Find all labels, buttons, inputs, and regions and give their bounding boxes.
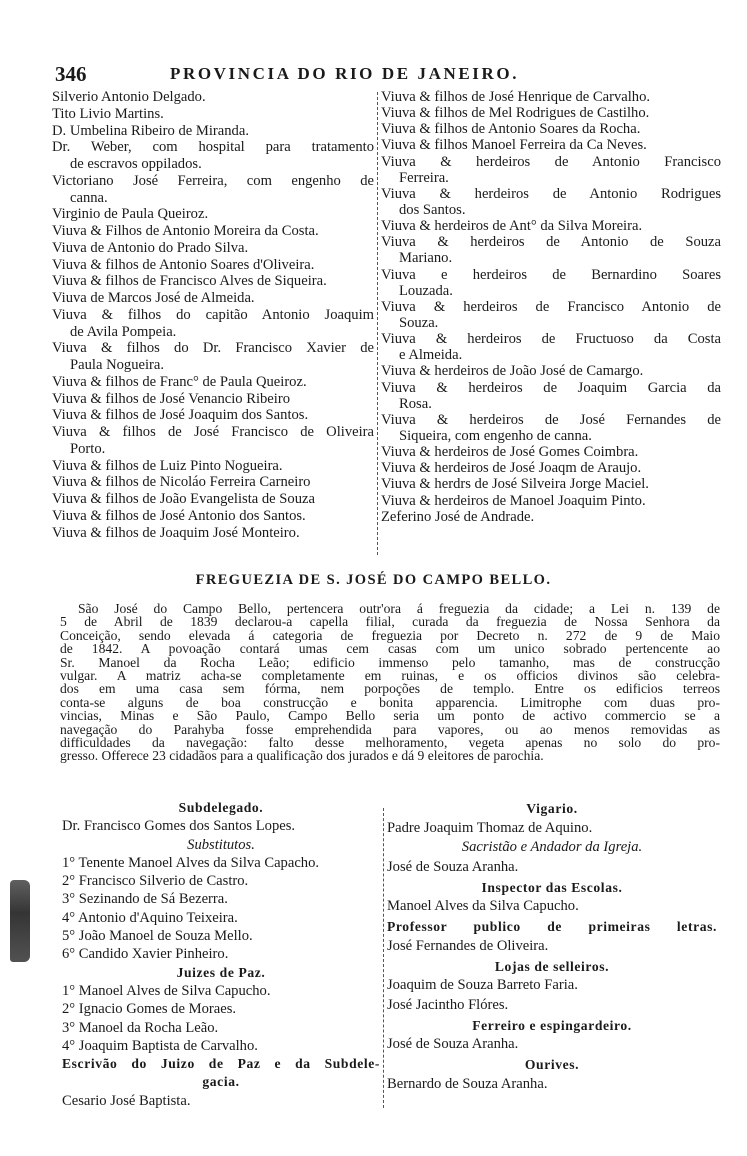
list-entry-line: Viuva & filhos de Mel Rodrigues de Castilho. — [381, 105, 650, 122]
office-heading: Vigario. — [526, 801, 578, 816]
list-entry-line: D. Umbelina Ribeiro de Miranda. — [52, 122, 249, 139]
paragraph-line: conta-se alguns de boa construcção e bonita apparencia. Limitrophe com duas pro- — [60, 694, 720, 710]
list-entry-line: Viuva de Marcos José de Almeida. — [52, 290, 255, 306]
list-entry-line: Souza. — [399, 314, 439, 331]
paragraph-line: dos em uma casa sem fórma, nem porpoções de templo. Entre os edificios terreos — [60, 681, 720, 697]
list-entry-line: Viuva & filhos de João Evangelista de Souza — [52, 491, 315, 507]
officials-list-left — [62, 799, 380, 1110]
official-name: Joaquim de Souza Barreto Faria. — [387, 977, 578, 994]
paragraph-line: de 1842. A povoação contará umas cem casas com um unico sobrado pertencente ao — [60, 641, 720, 657]
list-entry-line: Viuva de Antonio do Prado Silva. — [52, 239, 249, 256]
list-entry-line: Viuva & filhos de Antonio Soares d'Oliveira. — [52, 256, 315, 273]
list-entry-line: Viuva & herdeiros de João José de Camargo. — [381, 363, 644, 380]
official-name: 1° Tenente Manoel Alves da Silva Capacho. — [62, 854, 320, 871]
list-entry-line: Viuva & herdeiros de José Joaqm de Araujo. — [381, 460, 642, 477]
list-entry-line: Viuva & herdeiros de Joaquim Garcia da — [381, 379, 721, 396]
list-entry-line: Viuva & herdeiros de Antonio Francisco — [381, 153, 721, 170]
list-entry-line: Viuva & filhos do Dr. Francisco Xavier de — [52, 340, 374, 357]
paragraph-line: São José do Campo Bello, pertencera outr'ora á freguezia da cidade; a Lei n. 139 de — [78, 601, 720, 616]
official-name: Cesario José Baptista. — [62, 1092, 191, 1109]
paragraph-line: difficuldades da navegação: falto desse melhoramento, vegeta apenas no solo do pro- — [60, 734, 720, 750]
list-entry-line: Silverio Antonio Delgado. — [52, 89, 206, 105]
official-name: 2° Ignacio Gomes de Moraes. — [62, 1001, 237, 1018]
list-entry-line: Viuva & filhos de Joaquim José Monteiro. — [52, 524, 300, 541]
list-entry-line: Viuva & filhos de Nicoláo Ferreira Carneiro — [52, 474, 311, 491]
official-name: 6° Candido Xavier Pinheiro. — [62, 946, 229, 963]
list-entry-line: de Avila Pompeia. — [70, 323, 177, 340]
list-entry-line: Viuva & herdeiros de José Fernandes de — [381, 411, 721, 428]
page-number: 346 — [55, 62, 87, 86]
paragraph-line: vincias, Minas e São Paulo, Campo Bello seria um ponto de activo commercio se a — [60, 708, 720, 724]
official-name: 3° Sezinando de Sá Bezerra. — [62, 891, 228, 908]
office-heading: Subdelegado. — [178, 800, 264, 815]
office-heading: gacia. — [202, 1074, 240, 1090]
column-divider-lower — [383, 808, 384, 1108]
official-name: José de Souza Aranha. — [387, 1036, 519, 1053]
list-entry-line: Viuva & filhos de José Joaquim dos Santos. — [52, 407, 309, 424]
list-entry-line: Louzada. — [399, 282, 453, 299]
list-entry-line: Viuva & Filhos de Antonio Moreira da Costa. — [52, 223, 319, 239]
list-entry-line: Viuva & herdeiros de Manoel Joaquim Pinto. — [381, 492, 646, 509]
office-heading: Inspector das Escolas. — [481, 879, 623, 895]
official-name: 4° Joaquim Baptista de Carvalho. — [62, 1037, 258, 1054]
list-entry-line: Porto. — [70, 440, 106, 457]
official-name: 5° João Manoel de Souza Mello. — [62, 928, 253, 945]
list-entry-line: Virginio de Paula Queiroz. — [52, 206, 209, 223]
list-entry-line: Viuva & filhos de Franc° de Paula Queiroz. — [52, 373, 307, 390]
list-entry-line: de escravos oppilados. — [70, 156, 202, 172]
list-entry-line: Viuva & filhos de Antonio Soares da Rocha. — [381, 121, 641, 138]
office-heading: Professor publico de primeiras letras. — [387, 919, 717, 935]
list-entry-line: Viuva & filhos de Francisco Alves de Siqueira. — [52, 273, 327, 290]
official-name: Padre Joaquim Thomaz de Aquino. — [387, 819, 593, 836]
office-heading: Escrivão do Juizo de Paz e da Subdele- — [62, 1056, 380, 1072]
official-name: Bernardo de Souza Aranha. — [387, 1075, 548, 1092]
list-entry-line: Viuva & filhos Manoel Ferreira da Ca Neves. — [381, 137, 647, 154]
list-entry-line: Viuva & filhos de Luiz Pinto Nogueira. — [52, 457, 283, 474]
paragraph-line: vulgar. A matriz acha-se completamente em ruinas, e os officios divinos são celebra- — [60, 667, 720, 683]
subheading: Substitutos. — [187, 836, 255, 853]
paragraph-line: Sr. Manoel da Rocha Leão; edificio immenso pelo tamanho, mas de construcção — [60, 654, 720, 670]
list-entry-line: Rosa. — [399, 395, 432, 412]
official-name: José de Souza Aranha. — [387, 859, 519, 876]
official-name: José Jacintho Flóres. — [387, 996, 509, 1013]
list-entry-line: Viuva & herdeiros de José Gomes Coimbra. — [381, 444, 639, 461]
list-entry-line: Viuva & herdeiros de Antonio de Souza — [381, 234, 721, 251]
office-heading: Ferreiro e espingardeiro. — [472, 1017, 632, 1033]
section-paragraph — [60, 602, 720, 763]
official-name: José Fernandes de Oliveira. — [387, 937, 549, 954]
list-entry-line: Viuva & filhos de José Antonio dos Santos. — [52, 507, 306, 524]
list-entry-line: e Almeida. — [399, 347, 463, 364]
list-entry-line: Viuva & herdeiros de Antonio Rodrigues — [381, 185, 721, 202]
office-heading: Juizes de Paz. — [176, 964, 266, 980]
list-entry-line: Viuva & herdeiros de Francisco Antonio de — [381, 298, 721, 315]
list-entry-line: Viuva & herdeiros de Ant° da Silva Moreira. — [381, 218, 643, 235]
list-entry-line: Viuva & herdeiros de Fructuoso da Costa — [381, 331, 721, 348]
paragraph-line: navegação do Parahyba fosse emprehendida para vapores, ou ao menos removidas as — [60, 721, 720, 737]
list-entry-line: Viuva & herdrs de José Silveira Jorge Maciel. — [381, 476, 649, 493]
official-name: 3° Manoel da Rocha Leão. — [62, 1019, 219, 1036]
list-entry-line: Viuva & filhos de José Henrique de Carvalho. — [381, 89, 651, 105]
list-entry-line: Ferreira. — [399, 169, 449, 186]
officials-list-right — [387, 799, 717, 1094]
list-entry-line: Zeferino José de Andrade. — [381, 508, 535, 525]
list-entry-line: Viuva & filhos de José Venancio Ribeiro — [52, 390, 290, 407]
list-entry-line: Mariano. — [399, 250, 453, 267]
list-entry-line: Victoriano José Ferreira, com engenho de — [52, 172, 374, 189]
list-entry-line: Viuva & filhos do capitão Antonio Joaquim — [52, 306, 374, 323]
official-name: 2° Francisco Silverio de Castro. — [62, 873, 249, 890]
list-entry-line: Siqueira, com engenho de canna. — [399, 427, 592, 444]
office-heading: Ourives. — [524, 1056, 580, 1072]
official-name: 1° Manoel Alves de Silva Capucho. — [62, 982, 271, 999]
list-entry-line: Dr. Weber, com hospital para tratamento — [52, 139, 374, 156]
scan-artifact — [10, 880, 30, 962]
list-entry-line: Viuva e herdeiros de Bernardino Soares — [381, 266, 721, 283]
running-header: PROVINCIA DO RIO DE JANEIRO. — [170, 64, 520, 83]
residents-list-right — [381, 89, 721, 525]
official-name: Dr. Francisco Gomes dos Santos Lopes. — [62, 818, 296, 835]
list-entry-line: Tito Livio Martins. — [52, 105, 164, 122]
office-heading: Lojas de selleiros. — [494, 958, 610, 974]
list-entry-line: dos Santos. — [399, 201, 466, 218]
residents-list-left — [52, 89, 374, 541]
subheading: Sacristão e Andador da Igreja. — [461, 839, 643, 856]
section-title: FREGUEZIA DE S. JOSÉ DO CAMPO BELLO. — [195, 572, 552, 588]
list-entry-line: canna. — [70, 189, 108, 206]
paragraph-line: 5 de Abril de 1839 declarou-a capella filial, curada da freguezia de Nossa Senhora da — [60, 614, 720, 630]
column-divider — [377, 92, 378, 555]
official-name: 4° Antonio d'Aquino Teixeira. — [62, 909, 238, 926]
list-entry-line: Viuva & filhos de José Francisco de Oliveira — [52, 424, 374, 440]
official-name: Manoel Alves da Silva Capucho. — [387, 898, 579, 915]
list-entry-line: Paula Nogueira. — [70, 357, 165, 373]
paragraph-line: gresso. Offerece 23 cidadãos para a qualificação dos jurados e dá 9 eleitores de parochia. — [60, 748, 544, 764]
paragraph-line: Conceição, sendo elevada á categoria de freguezia por Decreto n. 272 de 9 de Maio — [60, 627, 720, 643]
